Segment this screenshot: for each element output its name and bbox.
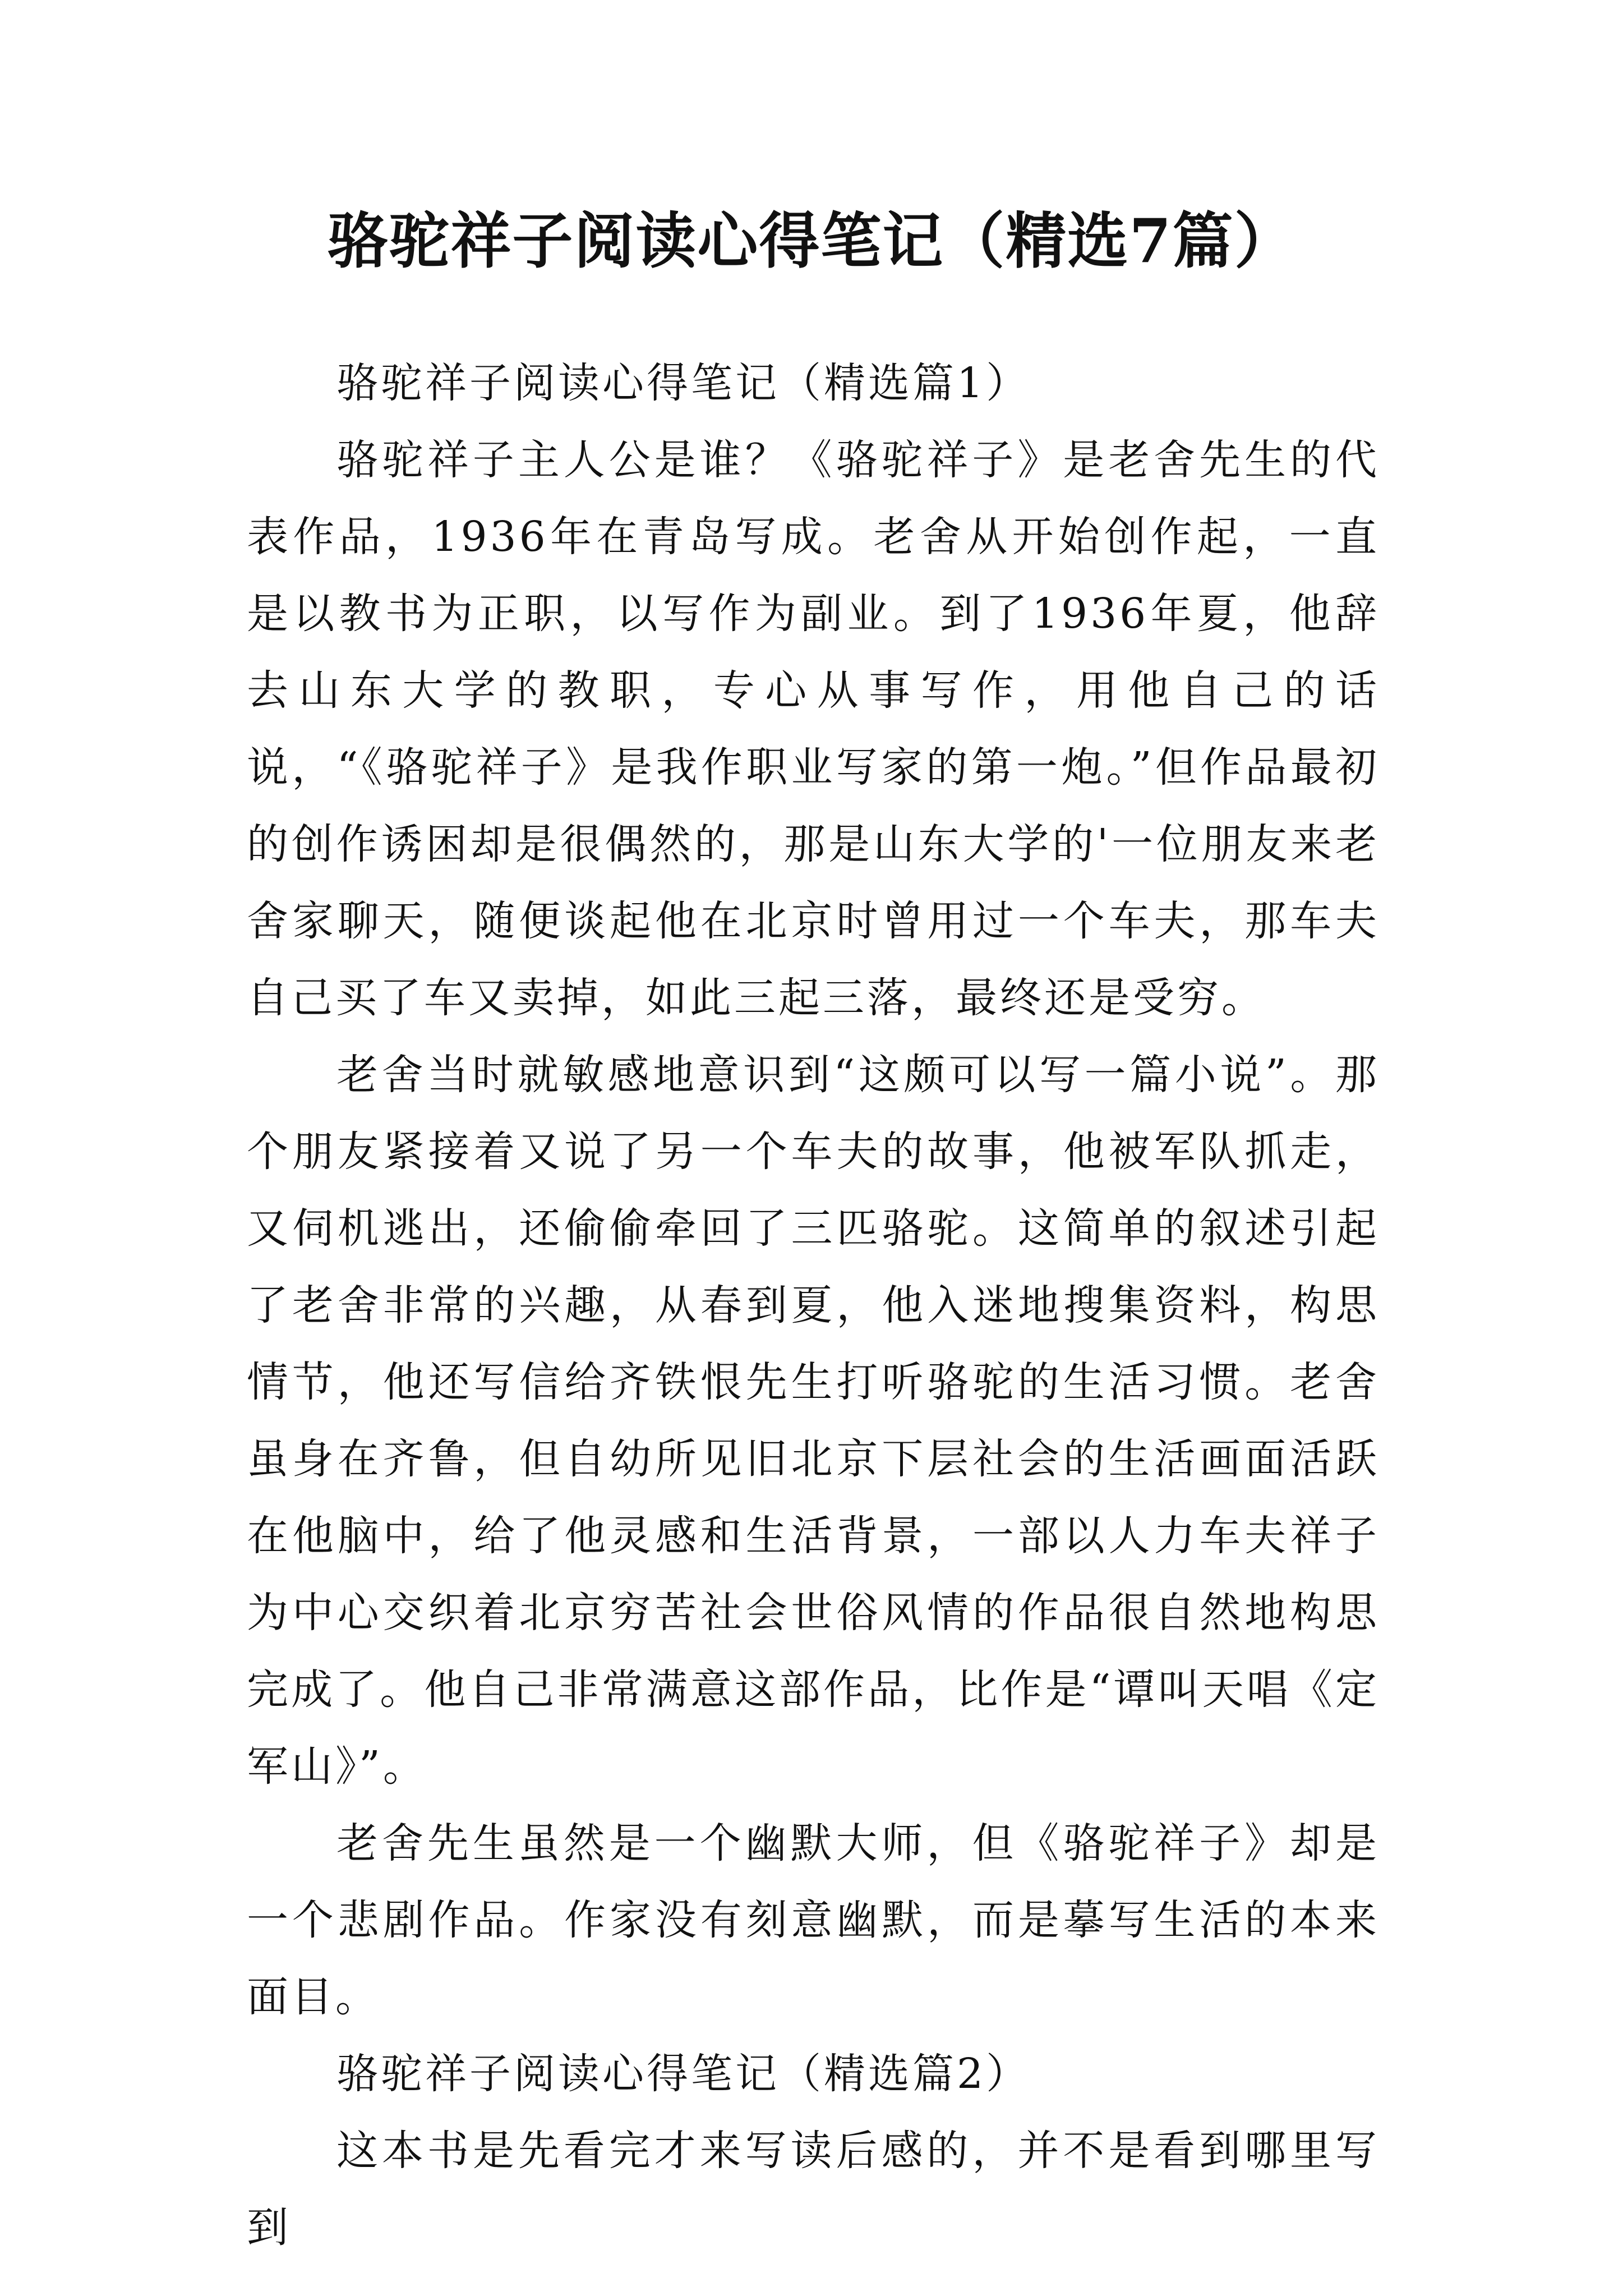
body-paragraph: 骆驼祥子主人公是谁？《骆驼祥子》是老舍先生的代表作品，1936年在青岛写成。老舍从开始创作起，一直是以教书为正职，以写作为副业。到了1936年夏，他辞去山东大学的教职，专心从事写作，用他自己的话说，“《骆驼祥子》是我作职业写家的第一炮。”但作品最初的创作诱困却是很偶然的，那是山东大学的'一位朋友来老舍家聊天，随便谈起他在北京时曾用过一个车夫，那车夫自己买了车又卖掉，如此三起三落，最终还是受穷。 [247, 436, 1380, 1022]
body-paragraph: 老舍先生虽然是一个幽默大师，但《骆驼祥子》却是一个悲剧作品。作家没有刻意幽默，而是摹写生活的本来面目。 [247, 1819, 1380, 2021]
document-title: 骆驼祥子阅读心得笔记（精选7篇） [327, 206, 1296, 277]
body-paragraph: 老舍当时就敏感地意识到“这颇可以写一篇小说”。那个朋友紧接着又说了另一个车夫的故事，他被军队抓走，又伺机逃出，还偷偷牵回了三匹骆驼。这简单的叙述引起了老舍非常的兴趣，从春到夏，他入迷地搜集资料，构思情节，他还写信给齐铁恨先生打听骆驼的生活习惯。老舍虽身在齐鲁，但自幼所见旧北京下层社会的生活画面活跃在他脑中，给了他灵感和生活背景，一部以人力车夫祥子为中心交织着北京穷苦社会世俗风情的作品很自然地构思完成了。他自己非常满意这部作品，比作是“谭叫天唱《定军山》”。 [247, 1051, 1380, 1791]
body-paragraph: 这本书是先看完才来写读后感的，并不是看到哪里写到 [247, 2127, 1380, 2252]
section-heading: 骆驼祥子阅读心得笔记（精选篇2） [336, 2050, 1031, 2098]
document-body [247, 345, 1380, 2266]
section-heading: 骆驼祥子阅读心得笔记（精选篇1） [336, 359, 1031, 407]
